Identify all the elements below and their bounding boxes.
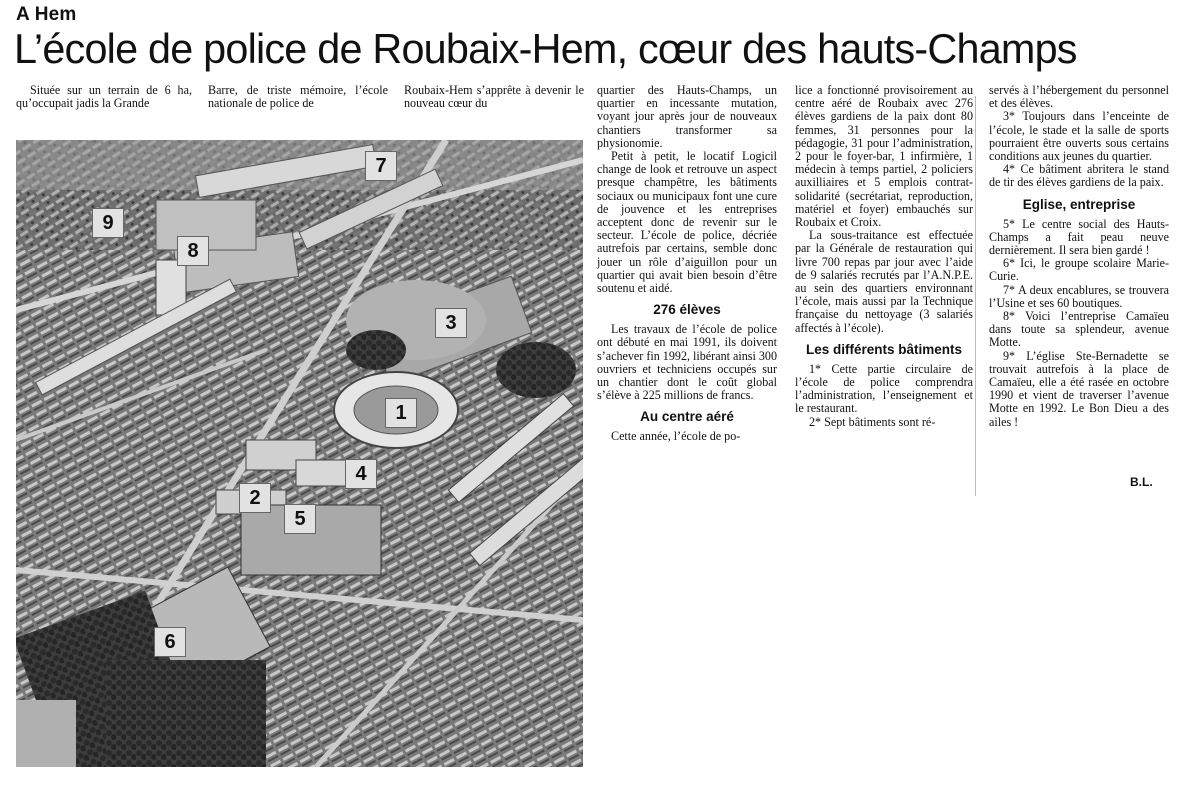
col6-para-7: 8* Voici l’entreprise Camaïeu dans toute sa splendeur, avenue Motte. xyxy=(989,309,1169,350)
photo-label-6: 6 xyxy=(154,627,186,657)
photo-label-3: 3 xyxy=(435,308,467,338)
col4-para-2: Petit à petit, le locatif Logicil change de look et retrouve un aspect presque champêtre, les bâtiments sociaux ou municipaux font une cure de jouvence et les entreprises acceptent donc de revenir sur le secteur. L’école de police, décriée autrefois par certains, semble donc jouer un rôle d’aiguillon pour un quartier qui avait bien besoin d’être soutenu et aidé. xyxy=(597,149,777,296)
intro-col-2 xyxy=(208,84,388,110)
col5-para-2: La sous-traitance est effectuée par la Générale de restauration qui livre 700 repas par jour avec l’aide de 9 salariés recrutés par l’A.N.P.E. au sein des quartiers environnant l’école, mais aussi par la Technique française du nettoyage (3 salariés affectés à l’école). xyxy=(795,228,973,335)
headline: L’école de police de Roubaix-Hem, cœur des hauts-Champs xyxy=(14,25,1077,72)
col6-para-2: 3* Toujours dans l’enceinte de l’école, le stade et la salle de sports pourraient être ouverts sous certains conditions aux jeunes du quartier. xyxy=(989,109,1169,164)
col6-para-4: 5* Le centre social des Hauts-Champs a fait peau neuve dernièrement. Il sera bien gardé ! xyxy=(989,216,1169,258)
intro-text-2: Barre, de triste mémoire, l’école nationale de police de xyxy=(208,83,388,111)
column-5 xyxy=(795,84,973,429)
intro-text-1: Située sur un terrain de 6 ha, qu’occupait jadis la Grande xyxy=(16,83,192,111)
photo-label-7: 7 xyxy=(365,151,397,181)
col6-para-3: 4* Ce bâtiment abritera le stand de tir des élèves gardiens de la paix. xyxy=(989,162,1169,190)
heading-batiments: Les différents bâtiments xyxy=(805,341,963,357)
column-fold xyxy=(975,96,976,496)
col4-para-4: Cette année, l’école de po- xyxy=(611,429,741,444)
intro-text-3: Roubaix-Hem s’apprête à devenir le nouveau cœur du xyxy=(404,83,584,111)
col6-para-8: 9* L’église Ste-Bernadette se trouvait autrefois à la place de Camaïeu, elle a été rasée en octobre 1990 et vient de traverser l’avenue Motte en 1992. Le Bon Dieu a des ailes ! xyxy=(989,348,1169,429)
photo-label-4: 4 xyxy=(345,459,377,489)
photo-label-9: 9 xyxy=(92,208,124,238)
column-4 xyxy=(597,84,777,444)
col5-para-1: lice a fonctionné provisoirement au centre aéré de Roubaix avec 276 élèves gardiens de la paix dont 80 femmes, 31 personnes pour la pédagogie, 31 pour l’administration, 2 pour le foyer-bar, 1 infirmière, 1 médecin à temps partiel, 2 policiers auxilliaires et 5 emplois contrat-solidarité (secrétariat, reproduction, matériel et foyer) embauchés sur Roubaix et Croix. xyxy=(795,83,973,230)
col5-para-3: 1* Cette partie circulaire de l’école de police comprendra l’administration, l’enseignement et le restaurant. xyxy=(795,361,973,416)
heading-centre-aere: Au centre aéré xyxy=(640,409,734,425)
col6-para-1: servés à l’hébergement du personnel et des élèves. xyxy=(989,83,1169,111)
col4-para-1: quartier des Hauts-Champs, un quartier en incessante mutation, voyant jour après jour de nouveaux chantiers transformer sa physionomie. xyxy=(597,83,777,150)
intro-col-3 xyxy=(404,84,584,110)
photo-label-5: 5 xyxy=(284,504,316,534)
heading-276-eleves: 276 élèves xyxy=(653,302,721,318)
intro-col-1 xyxy=(16,84,192,110)
column-6 xyxy=(989,84,1169,429)
col6-para-5: 6* Ici, le groupe scolaire Marie-Curie. xyxy=(989,256,1169,284)
col4-para-3: Les travaux de l’école de police ont débuté en mai 1991, ils doivent s’achever fin 1992, libérant ainsi 300 ouvriers et techniciens occupés sur un chantier dont le coût global s’élève à 225 millions de francs. xyxy=(597,322,778,403)
photo-label-1: 1 xyxy=(385,398,417,428)
col5-para-4: 2* Sept bâtiments sont ré- xyxy=(809,414,936,429)
byline: B.L. xyxy=(1130,475,1153,489)
photo-label-8: 8 xyxy=(177,236,209,266)
aerial-photo xyxy=(16,140,583,767)
kicker: A Hem xyxy=(16,4,77,25)
heading-eglise-entreprise: Eglise, entreprise xyxy=(1022,196,1136,212)
photo-label-2: 2 xyxy=(239,483,271,513)
col6-para-6: 7* A deux encablures, se trouvera l’Usine et ses 60 boutiques. xyxy=(989,282,1169,310)
